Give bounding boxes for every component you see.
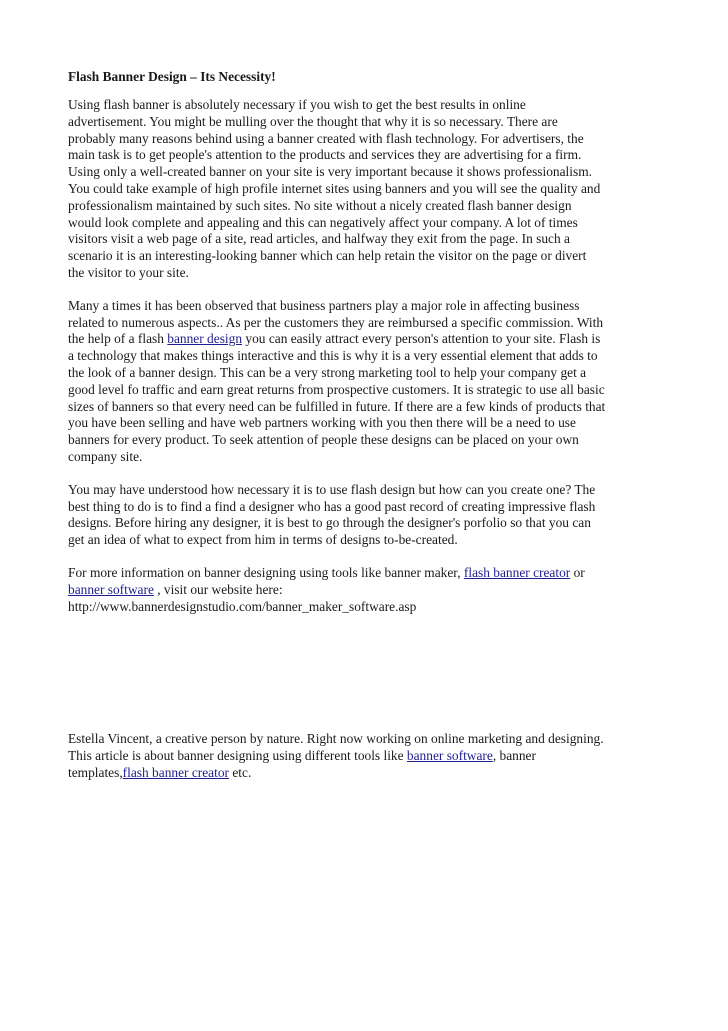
- paragraph-line: the look of a banner design. This can be a very strong marketing tool to help your company get a: [68, 364, 587, 380]
- text-segment: the help of a flash: [68, 331, 168, 347]
- paragraph-line: related to numerous aspects.. As per the customers they are reimbursed a specific commission. With: [68, 314, 604, 330]
- section-spacer: [68, 615, 688, 731]
- paragraph-2: [68, 298, 688, 466]
- paragraph-spacer: [68, 549, 688, 565]
- paragraph-line: [68, 565, 688, 582]
- paragraph-spacer: [68, 466, 688, 482]
- document-title: Flash Banner Design – Its Necessity!: [68, 69, 276, 84]
- text-segment: This article is about banner designing using different tools like: [68, 748, 407, 764]
- paragraph-line: sizes of banners so that every need can be fulfilled in future. If there are a few kinds of products that: [68, 398, 606, 414]
- paragraph-line: scenario it is an interesting-looking banner which can help retain the visitor on the page or divert: [68, 248, 587, 264]
- website-url: http://www.bannerdesignstudio.com/banner_maker_software.asp: [68, 598, 417, 614]
- text-segment: , visit our website here:: [153, 581, 283, 597]
- paragraph-line: professionalism maintained by such sites. No site without a nicely created flash banner design: [68, 197, 572, 213]
- paragraph-line: visitors visit a web page of a site, read articles, and halfway they exit from the page. In such a: [68, 231, 570, 247]
- paragraph-line: best thing to do is to find a find a designer who has a good past record of creating impressive flash: [68, 498, 596, 514]
- paragraph-line: [68, 748, 688, 765]
- paragraph-line: [68, 331, 688, 348]
- text-segment: For more information on banner designing using tools like banner maker,: [68, 564, 464, 580]
- paragraph-line: Many a times it has been observed that business partners play a major role in affecting business: [68, 297, 580, 313]
- author-bio: [68, 731, 688, 781]
- paragraph-line: Using flash banner is absolutely necessary if you wish to get the best results in online: [68, 97, 526, 112]
- paragraph-3: [68, 482, 688, 549]
- paragraph-line: a technology that makes things interactive and this is why it is a very essential element that adds to: [68, 348, 598, 364]
- paragraph-line: probably many reasons behind using a banner created with flash technology. For advertisers, the: [68, 130, 584, 146]
- paragraph-line: advertisement. You might be mulling over the thought that why it is so necessary. There are: [68, 113, 558, 129]
- text-segment: you can easily attract every person's attention to your site. Flash is: [242, 331, 601, 347]
- paragraph-line: [68, 765, 688, 782]
- paragraph-4: [68, 565, 688, 615]
- text-segment: , banner: [492, 748, 536, 764]
- banner-software-link[interactable]: banner software: [68, 581, 154, 597]
- paragraph-line: you have been selling and have web partners working with you then there will be a need to use: [68, 415, 576, 431]
- bio-banner-software-link[interactable]: banner software: [406, 748, 493, 764]
- banner-design-link[interactable]: banner design: [167, 331, 243, 347]
- paragraph-1: [68, 97, 688, 282]
- paragraph-line: company site.: [68, 448, 143, 464]
- paragraph-line: the visitor to your site.: [68, 264, 189, 280]
- paragraph-line: Using only a well-created banner on your site is very important because it shows professionalism.: [68, 164, 592, 180]
- paragraph-line: good level fo traffic and earn great returns from prospective customers. It is strategic to use all basic: [68, 381, 605, 397]
- paragraph-line: You may have understood how necessary it is to use flash design but how can you create one? The: [68, 481, 596, 497]
- paragraph-line: Estella Vincent, a creative person by nature. Right now working on online marketing and designing.: [68, 731, 604, 747]
- paragraph-line: banners for every product. To seek attention of people these designs can be placed on your own: [68, 432, 579, 448]
- paragraph-spacer: [68, 282, 688, 298]
- paragraph-line: You could take example of high profile internet sites using banners and you will see the quality and: [68, 180, 601, 196]
- flash-banner-creator-link[interactable]: flash banner creator: [463, 564, 571, 580]
- paragraph-line: [68, 582, 688, 599]
- paragraph-line: main task is to get people's attention to the products and services they are advertising for a firm.: [68, 147, 582, 163]
- text-segment: or: [570, 564, 585, 580]
- text-segment: etc.: [229, 764, 252, 780]
- text-segment: templates,: [68, 764, 123, 780]
- paragraph-line: would look complete and appealing and this can negatively affect your company. A lot of times: [68, 214, 578, 230]
- paragraph-line: designs. Before hiring any designer, it is best to go through the designer's porfolio so that you can: [68, 515, 591, 531]
- paragraph-line: get an idea of what to expect from him in terms of designs to-be-created.: [68, 532, 458, 548]
- bio-flash-banner-creator-link[interactable]: flash banner creator: [122, 764, 229, 780]
